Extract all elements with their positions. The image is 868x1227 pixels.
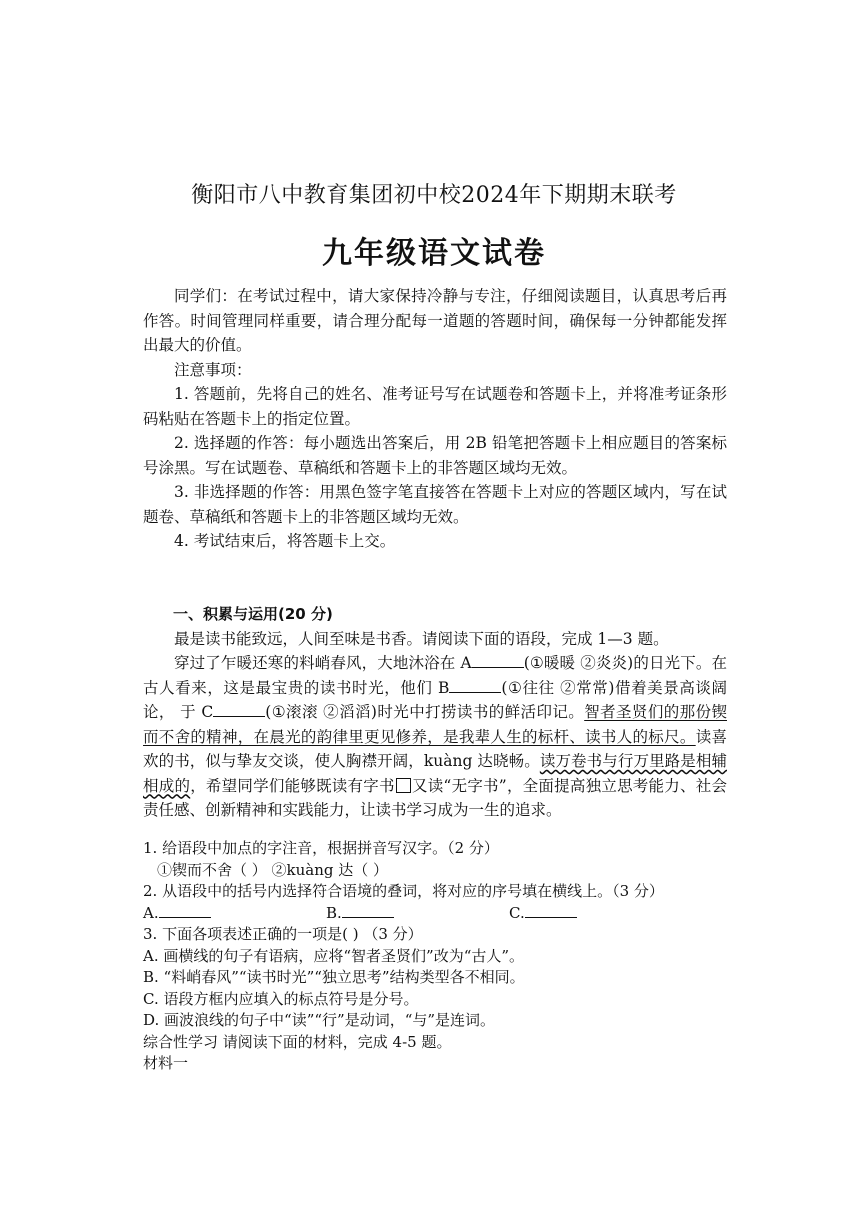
reading-passage: [143, 651, 727, 823]
option-b: B. “料峭春风”“读书时光”“独立思考”结构类型各不相同。: [143, 968, 525, 986]
rule-4: 4. 考试结束后，将答题卡上交。: [174, 532, 396, 550]
exam-title: 衡阳市八中教育集团初中校2024年下期期末联考: [191, 183, 677, 208]
passage-text: ，希望同学们能够既读有字书: [190, 776, 395, 795]
passage-text: (①暖暖 ②炎炎)的日光下。在古人看来，这是最宝贵的读书时光，他们 B: [143, 654, 727, 697]
intro-block: [143, 284, 727, 554]
rule-2: 2. 选择题的作答：每小题选出答案后，用 2B 铅笔把答题卡上相应题目的答案标号涂黑。写在试题卷、草稿纸和答题卡上的非答题区域均无效。: [143, 434, 727, 477]
questions-block: [143, 838, 743, 1075]
section1-lead: 最是读书能致远，人间至味是书香。请阅读下面的语段，完成 1—3 题。: [174, 629, 669, 648]
notice-title: 注意事项：: [174, 360, 252, 379]
answer-a: A.: [143, 903, 326, 925]
question-2: 2. 从语段中的括号内选择符合语境的叠词，将对应的序号填在横线上。（3 分）: [143, 882, 664, 900]
material-label: 材料一: [143, 1054, 189, 1072]
blank-a: [472, 653, 524, 668]
answer-b: B.: [326, 903, 509, 925]
intro-greeting: 同学们：在考试过程中，请大家保持冷静与专注，仔细阅读题目，认真思考后再作答。时间管理同样重要，请合理分配每一道题的答题时间，确保每一分钟都能发挥出最大的价值。: [143, 287, 727, 354]
question-3: 3. 下面各项表述正确的一项是( ) （3 分）: [143, 925, 423, 943]
option-d: D. 画波浪线的句子中“读”“行”是动词，“与”是连词。: [143, 1011, 496, 1029]
answer-c: C.: [509, 903, 692, 925]
passage-text: (①滚滚 ②滔滔)时光中打捞读书的鲜活印记。: [265, 703, 585, 721]
option-a: A. 画横线的句子有语病，应将“智者圣贤们”改为“古人”。: [143, 946, 525, 965]
question-1-items: ①锲而不舍（ ） ②kuàng 达（ ）: [157, 860, 389, 879]
rule-3: 3. 非选择题的作答：用黑色签字笔直接答在答题卡上对应的答题区域内，写在试题卷、草稿纸和答题卡上的非答题区域均无效。: [143, 483, 727, 526]
wavy-underlined-sentence: 读万卷书与行万里路是相辅相成的: [143, 752, 727, 795]
blank-c: [213, 702, 265, 717]
passage-text: 穿过了乍暖还寒的料峭春风，大地沐浴在 A: [174, 654, 472, 672]
section1-title: 一、积累与运用(20 分): [173, 605, 333, 623]
question-1: 1. 给语段中加点的字注音，根据拼音写汉字。（2 分）: [143, 839, 499, 857]
exam-subtitle: 九年级语文试卷: [322, 236, 546, 271]
blank-b: [449, 678, 501, 693]
passage-text: 读喜欢的书，似与挚友交谈，使人胸襟开阔，kuàng 达晓畅。: [143, 727, 727, 770]
question-2-blanks: [143, 903, 743, 925]
passage-text: 又读“无字书”，全面提高独立思考能力、社会责任感、创新精神和实践能力，让读书学习成为一生的追求。: [143, 776, 727, 819]
rule-1: 1. 答题前，先将自己的姓名、准考证号写在试题卷和答题卡上，并将准考证条形码粘贴在答题卡上的指定位置。: [143, 385, 727, 428]
option-c: C. 语段方框内应填入的标点符号是分号。: [143, 989, 419, 1008]
comprehensive-study: 综合性学习 请阅读下面的材料，完成 4-5 题。: [143, 1032, 452, 1051]
underlined-sentence: 智者圣贤们的那份锲而不舍的精神，在晨光的韵律里更见修养，是我辈人生的标杆、读书人的标尺。: [143, 703, 727, 746]
punctuation-box: [396, 778, 411, 793]
passage-text: (①往往 ②常常)借着美景高谈阔论， 于 C: [143, 678, 727, 721]
section1-block: [143, 602, 727, 823]
